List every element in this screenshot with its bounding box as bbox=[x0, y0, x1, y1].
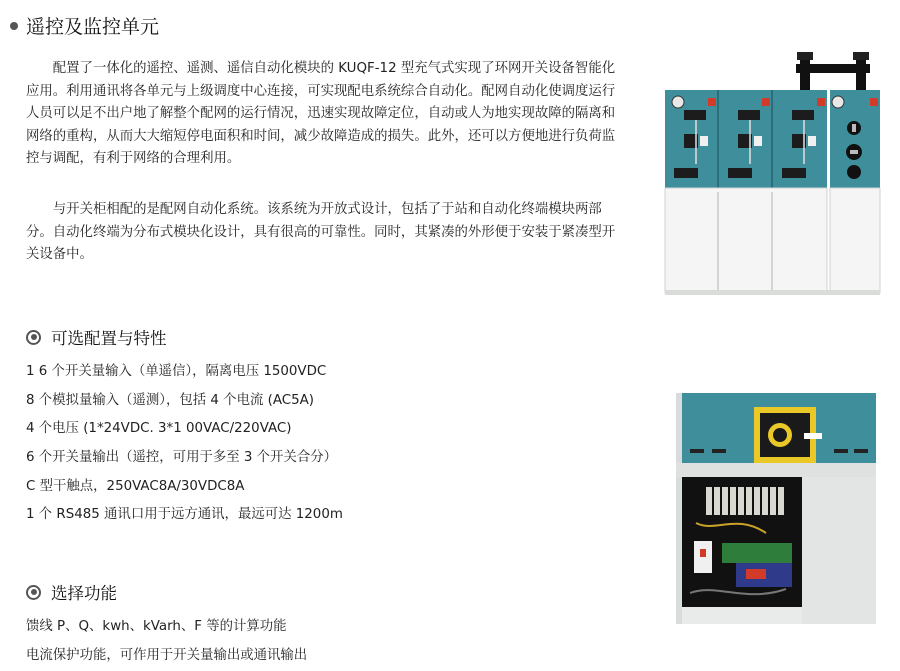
list-item: 1 个 RS485 通讯口用于远方通讯，最远可达 1200m bbox=[26, 507, 343, 523]
paragraph-text: 与开关柜相配的是配网自动化系统。该系统为开放式设计，包括了于站和自动化终端模块两部分。自动化终端为分布式模块化设计，具有很高的可靠性。同时，其紧凑的外形便于安装于紧凑型开关设备中。 bbox=[26, 202, 616, 262]
circle-dot-icon bbox=[26, 330, 41, 345]
paragraph-text: 配置了一体化的遥控、遥测、遥信自动化模块的 KUQF-12 型充气式实现了环网开关设备智能化应用。利用通讯将各单元与上级调度中心连接，可实现配电系统综合自动化。配网自动化使调度运行人员可以足不出户地了解整个配网的运行情况，迅速实现故障定位，自动或人为地实现故障的隔离和网络的重构，从而大大缩短停电面积和时间，减少故障造成的损失。此外，还可以方便地进行负荷监控与调配，有利于网络的合理利用。 bbox=[26, 61, 616, 166]
section-title-text: 可选配置与特性 bbox=[51, 329, 167, 348]
section-title-remote-control bbox=[10, 12, 159, 39]
list-item: 1 6 个开关量输入（单遥信），隔离电压 1500VDC bbox=[26, 364, 327, 379]
switchgear-photo bbox=[660, 52, 882, 295]
section-title-functions bbox=[26, 580, 117, 604]
list-item: 电流保护功能，可作用于开关量输出或通讯输出 bbox=[26, 647, 308, 663]
intro-paragraph-2 bbox=[26, 199, 616, 267]
list-item: 4 个电压 (1*24VDC. 3*1 00VAC/220VAC) bbox=[26, 421, 292, 437]
list-item: 馈线 P、Q、kwh、kVarh、F 等的计算功能 bbox=[26, 619, 287, 634]
intro-paragraph-1 bbox=[26, 58, 616, 171]
list-item: C 型干触点，250VAC8A/30VDC8A bbox=[26, 478, 245, 494]
section-title-text: 遥控及监控单元 bbox=[26, 16, 160, 38]
list-item: 8 个模拟量输入（遥测），包括 4 个电流 (AC5A) bbox=[26, 392, 315, 408]
circle-dot-icon bbox=[26, 585, 41, 600]
functions-list bbox=[26, 613, 307, 670]
section-title-options bbox=[26, 325, 167, 349]
heading-bullet-icon bbox=[10, 22, 18, 30]
automation-terminal-photo bbox=[676, 393, 876, 624]
options-list bbox=[26, 358, 343, 530]
section-title-text: 选择功能 bbox=[51, 584, 117, 603]
list-item: 6 个开关量输出（遥控，可用于多至 3 个开关合分） bbox=[26, 450, 338, 466]
automation-terminal-illustration bbox=[676, 393, 876, 624]
switchgear-illustration bbox=[660, 52, 882, 295]
